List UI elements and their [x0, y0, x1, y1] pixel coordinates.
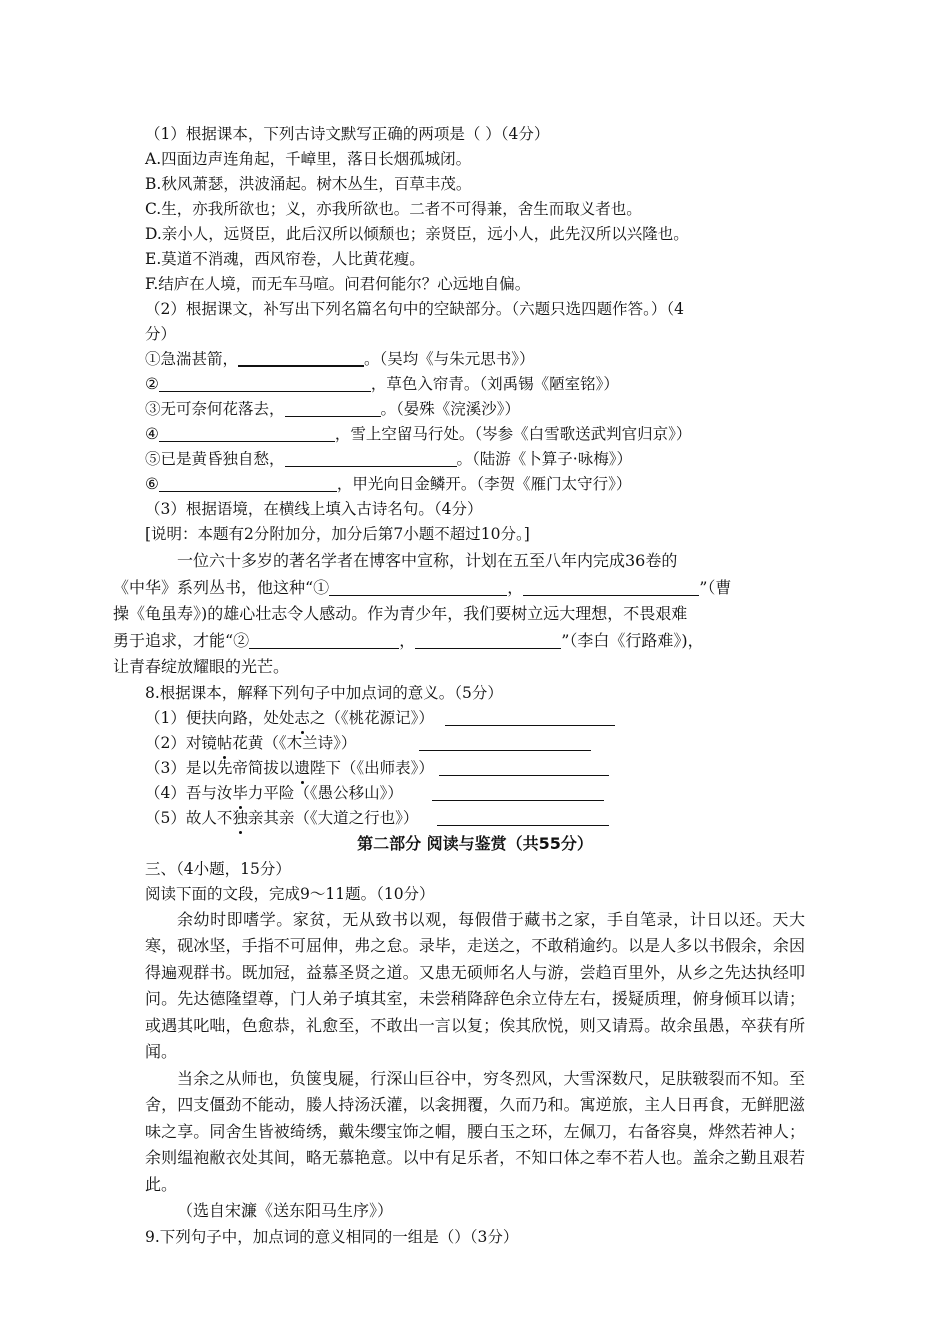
- answer-blank[interactable]: [285, 398, 381, 417]
- fill-item: ⑥ ，甲光向日金鳞开。（李贺《雁门太守行》）: [145, 475, 632, 493]
- answer-blank[interactable]: [415, 630, 561, 649]
- answer-blank[interactable]: [329, 577, 507, 596]
- answer-blank[interactable]: [437, 807, 609, 826]
- q8-item: （4）吾与汝毕力平险（《愚公移山》）: [145, 781, 805, 806]
- fill-item: ③无可奈何花落去， 。（晏殊《浣溪沙》）: [145, 400, 521, 418]
- answer-blank[interactable]: [159, 373, 371, 392]
- q7-option-c: C.生，亦我所欲也；义，亦我所欲也。二者不可得兼，舍生而取义者也。: [145, 200, 642, 218]
- q7-option-d: D.亲小人，远贤臣，此后汉所以倾颓也；亲贤臣，远小人，此先汉所以兴隆也。: [145, 225, 689, 243]
- q8-item: （5）故人不独亲其亲（《大道之行也》）: [145, 806, 805, 831]
- q8-item: （1）便扶向路，处处志之（《桃花源记》）: [145, 706, 805, 731]
- q7-option-e: E.莫道不消魂，西风帘卷，人比黄花瘦。: [145, 250, 425, 268]
- answer-blank[interactable]: [159, 423, 335, 442]
- context-passage: 一位六十多岁的著名学者在博客中宣称，计划在五至八年内完成36卷的 《中华》系列丛书，他这种“① ， ”（曹 操《龟虽寿》)的雄心壮志令人感动。作为青少年，我们要树立远大理想，不畏艰难 勇于追求，才能“② ， ”（李白《行路难》)， 让青春绽放耀眼的光芒。: [113, 551, 732, 676]
- answer-blank[interactable]: [432, 782, 604, 801]
- q8-stem: 8.根据课本，解释下列句子中加点词的意义。（5分）: [145, 683, 503, 702]
- fill-item: ② ，草色入帘青。（刘禹锡《陋室铭》）: [145, 375, 619, 393]
- q8-item: （3）是以先帝简拔以遗陛下（《出师表》）: [145, 756, 805, 781]
- q7-part3-note: [说明：本题有2分附加分，加分后第7小题不超过10分。]: [145, 525, 530, 543]
- fill-item: ⑤已是黄昏独自愁， 。（陆游《卜算子·咏梅》）: [145, 450, 632, 468]
- fill-item: ④ ，雪上空留马行处。（岑参《白雪歌送武判官归京》）: [145, 425, 692, 443]
- answer-blank[interactable]: [523, 577, 699, 596]
- answer-blank[interactable]: [285, 448, 457, 467]
- answer-blank[interactable]: [419, 732, 591, 751]
- reading-instruction: 阅读下面的文段，完成9～11题。（10分）: [145, 884, 435, 903]
- q7-part2-stem: （2）根据课文，补写出下列名篇名句中的空缺部分。（六题只选四题作答。）（4: [145, 300, 684, 318]
- q7-part3-stem: （3）根据语境，在横线上填入古诗名句。（4分）: [145, 500, 483, 518]
- answer-blank[interactable]: [238, 347, 364, 367]
- classical-passage-para2: 当余之从师也，负箧曳屣，行深山巨谷中，穷冬烈风，大雪深数尺，足肤皲裂而不知。至舍，四支僵劲不能动，媵人持汤沃灌，以衾拥覆，久而乃和。寓逆旅，主人日再食，无鲜肥滋味之享。同舍生皆被绮绣，戴朱缨宝饰之帽，腰白玉之环，左佩刀，右备容臭，烨然若神人；余则缊袍敝衣处其间，略无慕艳意。以中有足乐者，不知口体之奉不若人也。盖余之勤且艰若此。: [145, 1068, 805, 1194]
- exam-page: [113, 122, 805, 1250]
- answer-blank[interactable]: [439, 757, 609, 776]
- section-three-label: 三、（4小题，15分）: [145, 859, 291, 878]
- section-heading: 第二部分 阅读与鉴赏（共55分）: [357, 833, 593, 853]
- answer-blank[interactable]: [445, 707, 615, 726]
- passage-source: （选自宋濂《送东阳马生序》）: [177, 1201, 394, 1220]
- q7-option-f: F.结庐在人境，而无车马喧。问君何能尔？心远地自偏。: [145, 275, 531, 293]
- q9-stem: 9.下列句子中，加点词的意义相同的一组是（）（3分）: [145, 1227, 519, 1246]
- fill-item: ①急湍甚箭， 。（吴均《与朱元思书》）: [145, 347, 805, 372]
- q7-option-a: A.四面边声连角起，千嶂里，落日长烟孤城闭。: [145, 150, 472, 168]
- q7-part1-stem: （1）根据课本，下列古诗文默写正确的两项是（ ）（4分）: [145, 125, 550, 143]
- q8-item: （2）对镜帖花黄（《木兰诗》）: [145, 731, 805, 756]
- q7-part2-stem-cont: 分）: [145, 325, 177, 343]
- q7-option-b: B.秋风萧瑟，洪波涌起。树木丛生，百草丰茂。: [145, 175, 472, 193]
- classical-passage-para1: 余幼时即嗜学。家贫，无从致书以观，每假借于藏书之家，手自笔录，计日以还。天大寒，砚冰坚，手指不可屈伸，弗之怠。录毕，走送之，不敢稍逾约。以是人多以书假余，余因得遍观群书。既加冠，益慕圣贤之道。又患无硕师名人与游，尝趋百里外，从乡之先达执经叩问。先达德隆望尊，门人弟子填其室，未尝稍降辞色余立侍左右，援疑质理，俯身倾耳以请；或遇其叱咄，色愈恭，礼愈至，不敢出一言以复；俟其欣悦，则又请焉。故余虽愚，卒获有所闻。: [145, 909, 805, 1061]
- answer-blank[interactable]: [159, 473, 337, 492]
- answer-blank[interactable]: [249, 630, 399, 649]
